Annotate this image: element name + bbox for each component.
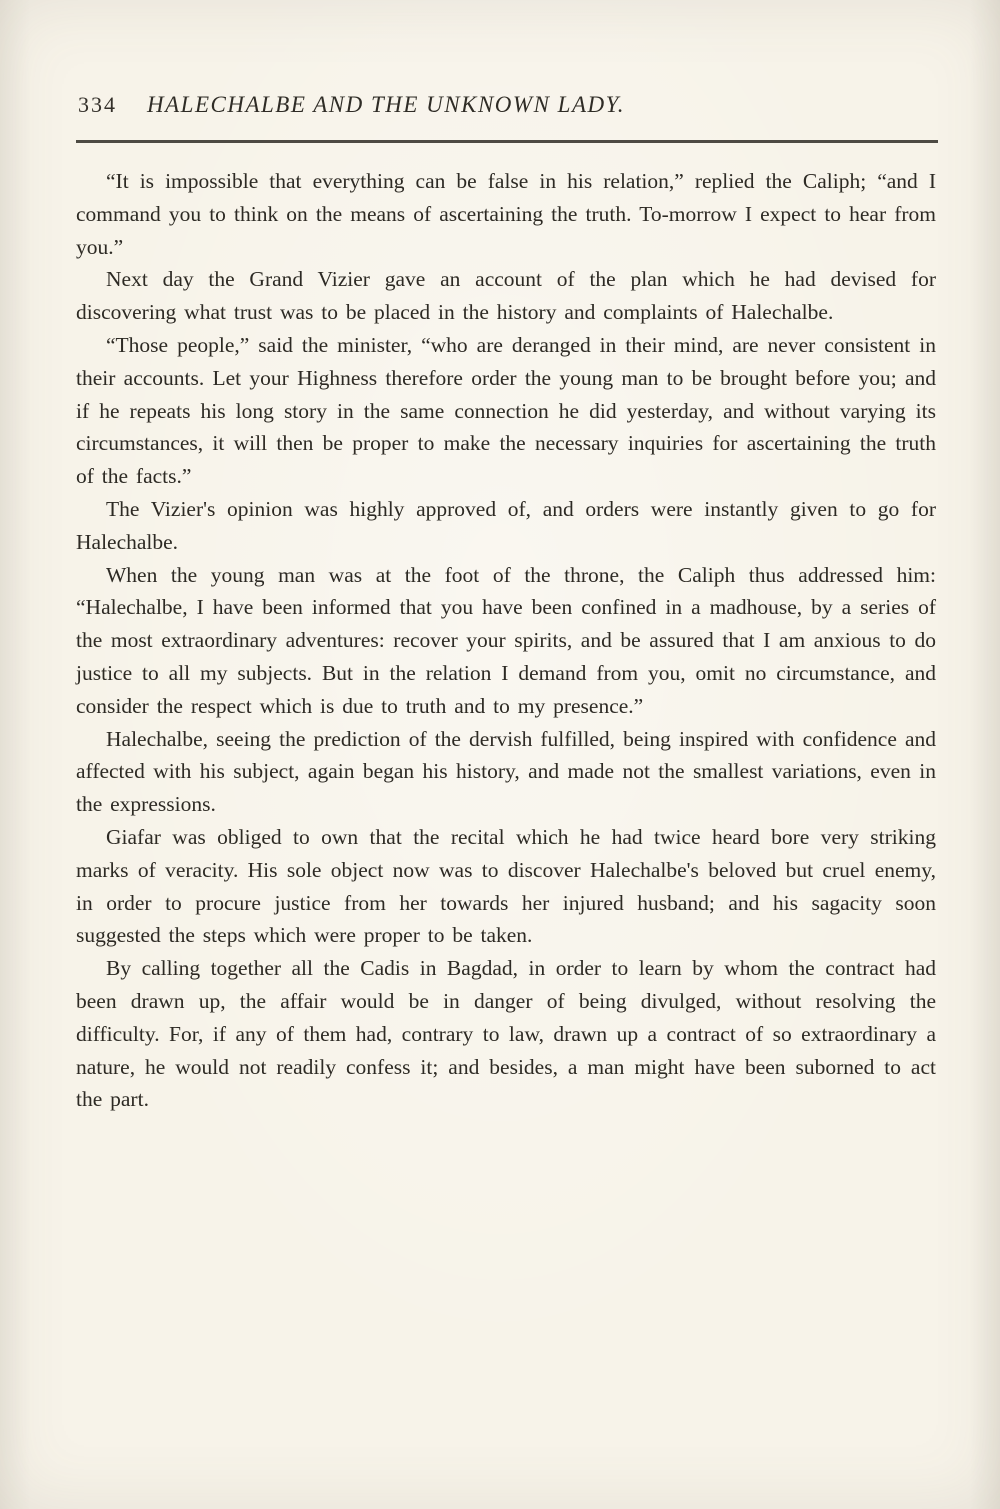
paragraph: Halechalbe, seeing the prediction of the dervish fulfilled, being inspired with confidence and affected with his subject, again began his history, and made not the smallest variations, even in the expressions. bbox=[76, 726, 936, 817]
header-rule bbox=[76, 140, 938, 143]
paragraph: By calling together all the Cadis in Bagdad, in order to learn by whom the contract had been drawn up, the affair would be in danger of being divulged, without resolving the difficulty. For, if any of them had, contrary to law, drawn up a contract of so extraordinary a nature, he would not readily confess it; and besides, a man might have been suborned to act the part. bbox=[76, 956, 936, 1112]
paragraph: When the young man was at the foot of the throne, the Caliph thus addressed him: “Halechalbe, I have been informed that you have been confined in a madhouse, by a series of the most extraordinary adventures: recover your spirits, and be assured that I am anxious to do justice to all my subjects. But in the relation I demand from you, omit no circumstance, and consider the respect which is due to truth and to my presence.” bbox=[76, 562, 936, 718]
paragraph: Giafar was obliged to own that the recital which he had twice heard bore very striking marks of veracity. His sole object now was to discover Halechalbe's beloved but cruel enemy, in order to procure justice from her towards her injured husband; and his sagacity soon suggested the steps which were proper to be taken. bbox=[76, 824, 936, 948]
paragraph: “Those people,” said the minister, “who are deranged in their mind, are never consistent in their accounts. Let your Highness therefore order the young man to be brought before you; and if he repeats his long story in the same connection he did yesterday, and without varying its circumstances, it will then be proper to make the necessary inquiries for ascertaining the truth of the facts.” bbox=[76, 332, 936, 489]
paragraph: “It is impossible that everything can be false in his relation,” replied the Caliph; “and I command you to think on the means of ascertaining the truth. To-morrow I expect to hear from you.” bbox=[76, 169, 936, 259]
page-body bbox=[76, 165, 936, 1116]
paragraph: The Vizier's opinion was highly approved of, and orders were instantly given to go for Halechalbe. bbox=[76, 496, 936, 554]
page-number: 334 bbox=[78, 92, 117, 117]
paragraph: Next day the Grand Vizier gave an account of the plan which he had devised for discovering what trust was to be placed in the history and complaints of Halechalbe. bbox=[76, 267, 936, 325]
running-title: HALECHALBE AND THE UNKNOWN LADY. bbox=[147, 92, 626, 117]
page-header bbox=[78, 92, 936, 118]
